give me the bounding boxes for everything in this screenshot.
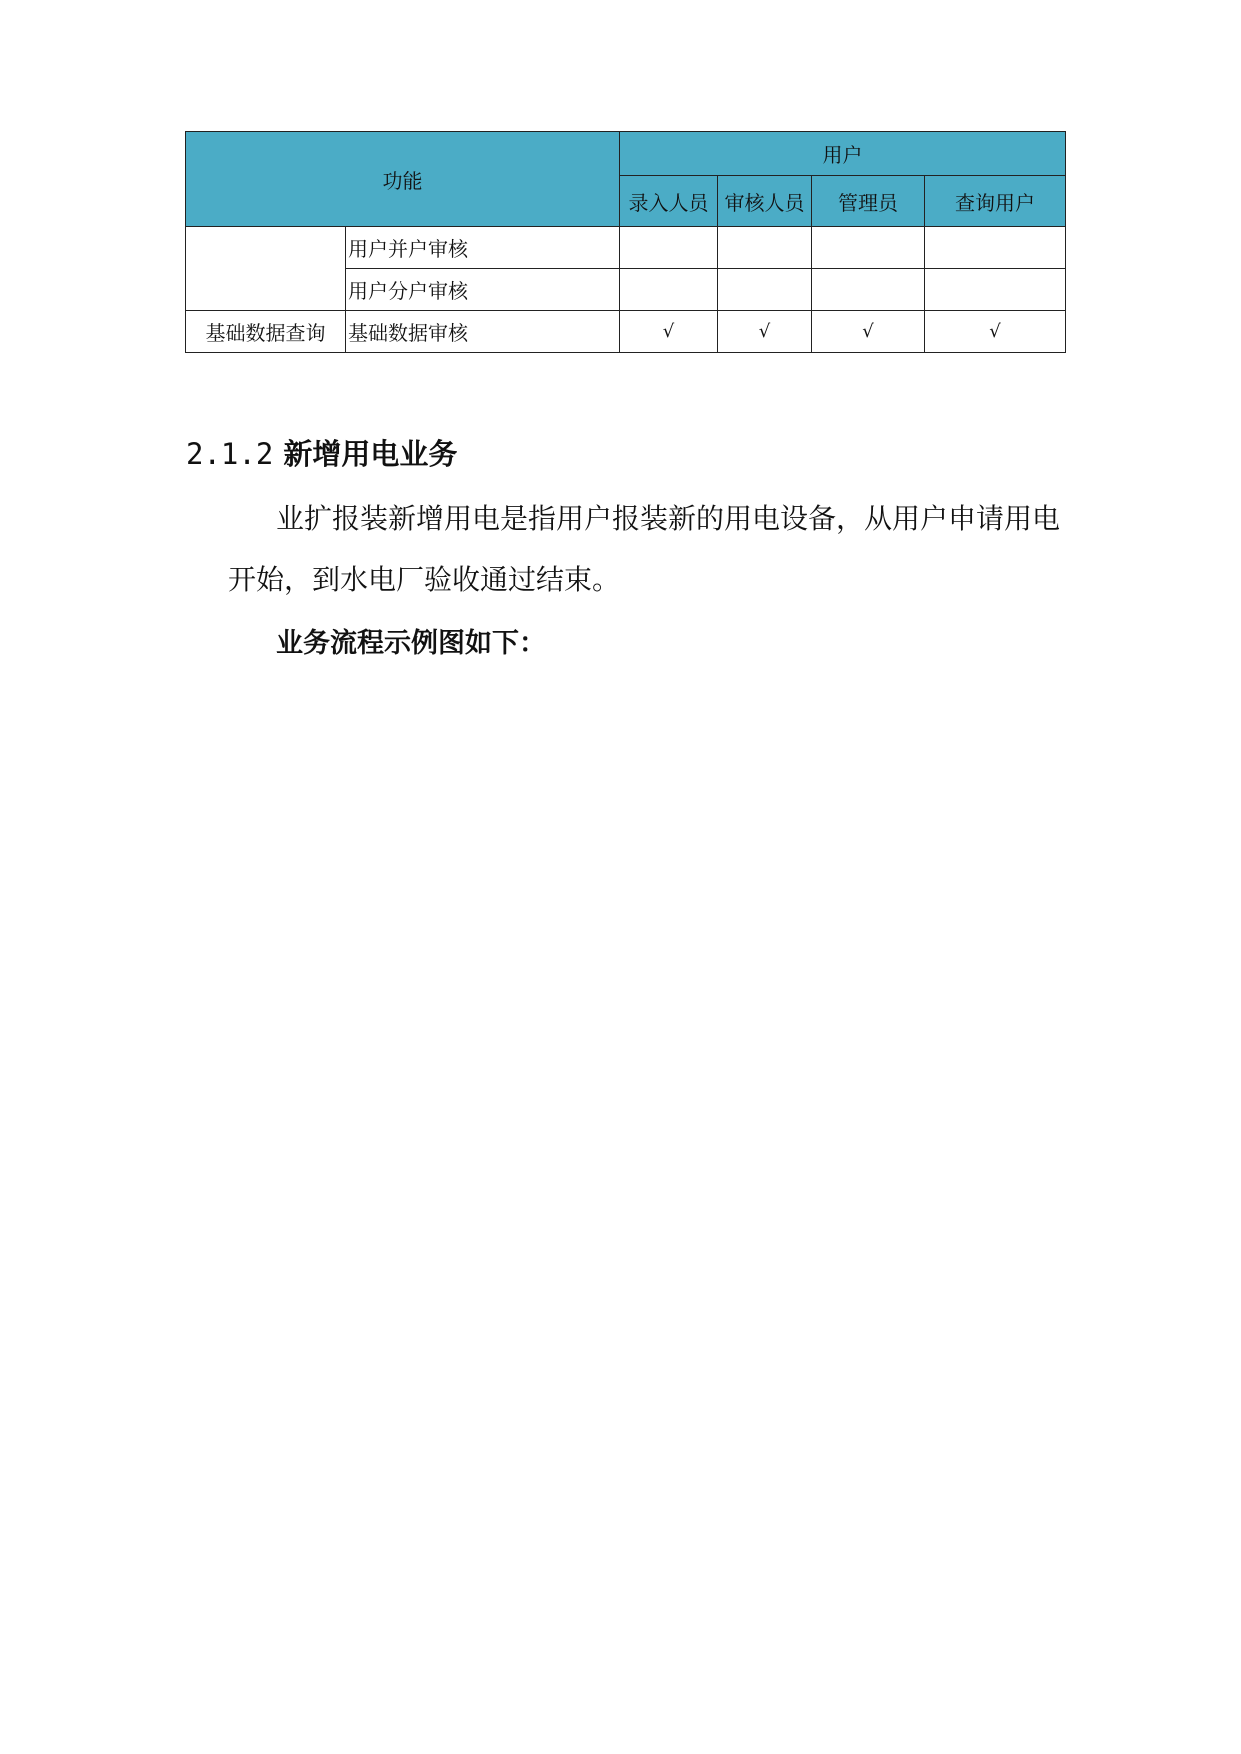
- header-role: 审核人员: [718, 176, 812, 227]
- mark-cell: √: [925, 311, 1066, 353]
- header-user: 用户: [620, 132, 1066, 176]
- mark-cell: [925, 227, 1066, 269]
- mark-cell: √: [812, 311, 925, 353]
- section-title: 新增用电业务: [283, 437, 458, 471]
- body-paragraph: 业扩报装新增用电是指用户报装新的用电设备，从用户申请用电开始，到水电厂验收通过结束。: [228, 502, 1061, 596]
- function-cell: 基础数据审核: [346, 311, 620, 353]
- permission-table: [185, 131, 1066, 353]
- function-cell: 用户并户审核: [346, 227, 620, 269]
- mark-cell: [812, 269, 925, 311]
- header-role: 管理员: [812, 176, 925, 227]
- mark-cell: [718, 269, 812, 311]
- section-number: 2.1.2: [186, 437, 274, 471]
- mark-cell: √: [718, 311, 812, 353]
- group-cell: 基础数据查询: [186, 311, 346, 353]
- mark-cell: [925, 269, 1066, 311]
- header-function: 功能: [186, 132, 620, 227]
- mark-cell: [620, 227, 718, 269]
- mark-cell: √: [620, 311, 718, 353]
- flow-intro: 业务流程示例图如下：: [276, 628, 546, 659]
- table-row: [186, 311, 1066, 353]
- header-role: 录入人员: [620, 176, 718, 227]
- group-cell: [186, 227, 346, 311]
- mark-cell: [620, 269, 718, 311]
- table-row: [186, 227, 1066, 269]
- function-cell: 用户分户审核: [346, 269, 620, 311]
- mark-cell: [812, 227, 925, 269]
- header-role: 查询用户: [925, 176, 1066, 227]
- section-heading: [186, 432, 457, 473]
- mark-cell: [718, 227, 812, 269]
